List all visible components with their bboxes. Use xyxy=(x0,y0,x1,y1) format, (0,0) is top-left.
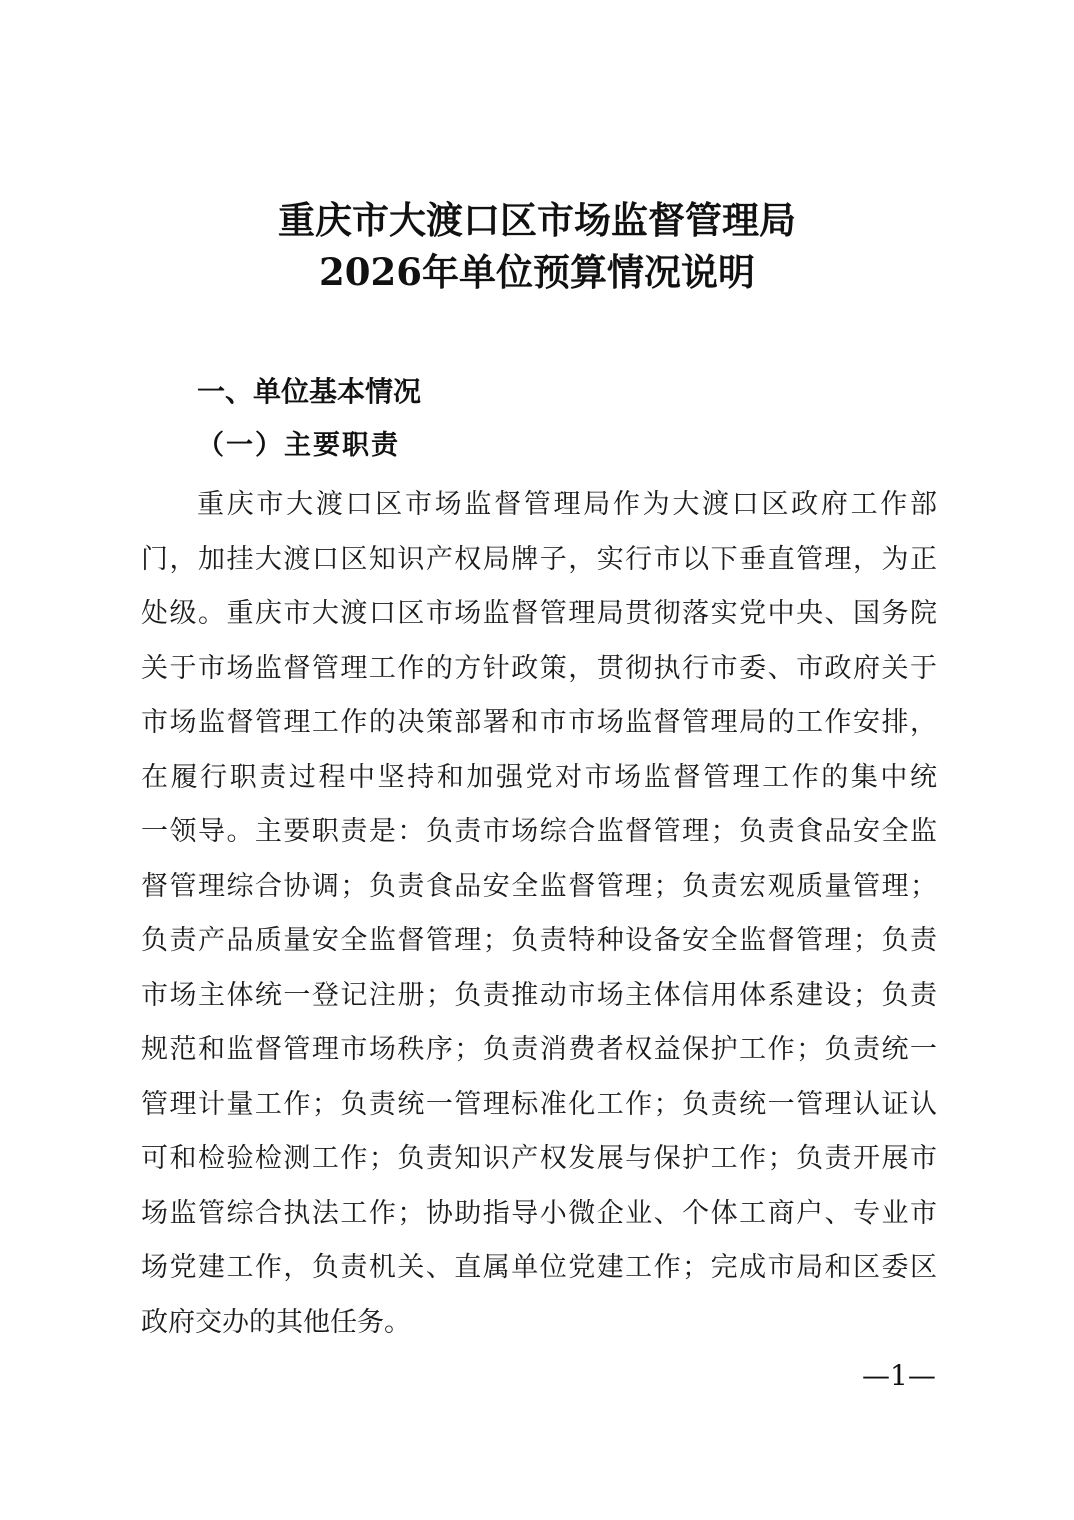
paragraph-line: 在履行职责过程中坚持和加强党对市场监督管理工作的集中统 xyxy=(141,761,937,793)
paragraph-line: 市场主体统一登记注册；负责推动市场主体信用体系建设；负责 xyxy=(141,979,937,1011)
paragraph-line: 督管理综合协调；负责食品安全监督管理；负责宏观质量管理； xyxy=(141,870,937,902)
paragraph-line: 关于市场监督管理工作的方针政策，贯彻执行市委、市政府关于 xyxy=(141,652,937,684)
paragraph-line: 管理计量工作；负责统一管理标准化工作；负责统一管理认证认 xyxy=(141,1088,937,1120)
paragraph-line: 一领导。主要职责是：负责市场综合监督管理；负责食品安全监 xyxy=(141,816,937,847)
page-number: —1— xyxy=(862,1359,936,1392)
section-heading: 一、单位基本情况 xyxy=(197,375,422,408)
responsibilities-paragraph xyxy=(141,478,937,1350)
paragraph-line: 场监管综合执法工作；协助指导小微企业、个体工商户、专业市 xyxy=(141,1197,937,1229)
paragraph-line: 市场监督管理工作的决策部署和市市场监督管理局的工作安排， xyxy=(141,707,937,738)
paragraph-line: 负责产品质量安全监督管理；负责特种设备安全监督管理；负责 xyxy=(141,925,937,956)
paragraph-line: 处级。重庆市大渡口区市场监督管理局贯彻落实党中央、国务院 xyxy=(141,598,937,629)
paragraph-line: 重庆市大渡口区市场监督管理局作为大渡口区政府工作部 xyxy=(197,489,937,520)
subsection-heading: （一）主要职责 xyxy=(197,430,400,461)
paragraph-line: 政府交办的其他任务。 xyxy=(141,1306,411,1338)
document-title-line-2: 2026年单位预算情况说明 xyxy=(319,250,755,294)
paragraph-line: 可和检验检测工作；负责知识产权发展与保护工作；负责开展市 xyxy=(141,1143,937,1174)
paragraph-line: 规范和监督管理市场秩序；负责消费者权益保护工作；负责统一 xyxy=(141,1034,937,1065)
paragraph-line: 门，加挂大渡口区知识产权局牌子，实行市以下垂直管理，为正 xyxy=(141,543,937,575)
paragraph-line: 场党建工作，负责机关、直属单位党建工作；完成市局和区委区 xyxy=(141,1252,937,1283)
document-title-line-1: 重庆市大渡口区市场监督管理局 xyxy=(278,198,796,242)
